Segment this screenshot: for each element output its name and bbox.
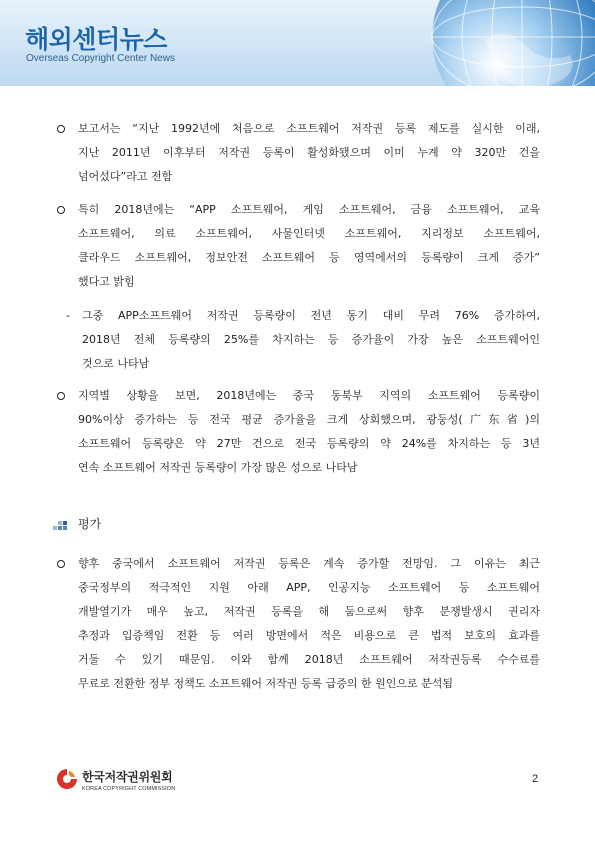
footer-org-name: 한국저작권위원회	[82, 770, 173, 784]
paragraph-line: 개발열기가 매우 높고, 저작권 등록을 해 둠으로써 향후 분쟁발생시 권리자	[78, 605, 540, 618]
paragraph-line: 그중 APP소프트웨어 저작권 등록량이 전년 동기 대비 무려 76% 증가하여,	[82, 309, 540, 322]
paragraph-line: 중국정부의 적극적인 지원 아래 APP, 인공지능 소프트웨어 등 소프트웨어	[78, 581, 540, 594]
paragraph-line: 추정과 입증책임 전환 등 여러 방면에서 적은 비용으로 큰 법적 보호의 효과를	[78, 629, 540, 642]
bullet-marker	[57, 392, 65, 400]
paragraph-line: 연속 소프트웨어 저작권 등록량이 가장 많은 성으로 나타남	[78, 461, 358, 474]
header-title: 해외센터뉴스	[25, 25, 167, 54]
paragraph-line: 것으로 나타남	[82, 357, 150, 370]
paragraph-line: 90%이상 증가하는 등 전국 평균 증가율을 크게 상회했으며, 광둥성(广东省)의	[78, 413, 540, 426]
bullet-marker	[57, 560, 65, 568]
footer-org-name-en: KOREA COPYRIGHT COMMISSION	[82, 786, 176, 792]
paragraph-line: 소프트웨어 등록량은 약 27만 건으로 전국 등록량의 약 24%를 차지하는 등 3년	[78, 437, 540, 450]
page-header	[0, 0, 595, 86]
bullet-marker	[57, 125, 65, 133]
paragraph-line: 무료로 전환한 정부 정책도 소프트웨어 저작권 등록 급증의 한 원인으로 분석됨	[78, 677, 453, 690]
paragraph-line: 넘어섰다”라고 전함	[78, 170, 173, 183]
page-number: 2	[532, 773, 539, 785]
paragraph-line: 했다고 밝힘	[78, 275, 135, 288]
paragraph-line: 특히 2018년에는 “APP 소프트웨어, 게임 소프트웨어, 금융 소프트웨어, 교육	[78, 203, 540, 216]
section-title: 평가	[78, 517, 102, 531]
paragraph-line: 지난 2011년 이후부터 저작권 등록이 활성화됐으며 이미 누계 약 320만 건을	[78, 146, 540, 159]
dash-marker: -	[66, 309, 70, 322]
paragraph-line: 보고서는 “지난 1992년에 처음으로 소프트웨어 저작권 등록 제도를 실시한 이래,	[78, 122, 540, 135]
paragraph-line: 2018년 전체 등록량의 25%를 차지하는 등 증가율이 가장 높은 소프트웨어인	[82, 333, 540, 346]
copyright-commission-logo-icon	[56, 768, 78, 790]
paragraph-line: 향후 중국에서 소프트웨어 저작권 등록은 계속 증가할 전망임. 그 이유는 최근	[78, 557, 540, 570]
globe-icon	[430, 0, 595, 86]
bullet-marker	[57, 206, 65, 214]
header-subtitle: Overseas Copyright Center News	[26, 53, 175, 64]
paragraph-line: 클라우드 소프트웨어, 정보안전 소프트웨어 등 영역에서의 등록량이 크게 증가”	[78, 251, 540, 264]
paragraph-line: 소프트웨어, 의료 소프트웨어, 사물인터넷 소프트웨어, 지리정보 소프트웨어,	[78, 227, 540, 240]
paragraph-line: 지역별 상황을 보면, 2018년에는 중국 동북부 지역의 소프트웨어 등록량이	[78, 389, 540, 402]
section-squares-icon	[53, 521, 69, 531]
paragraph-line: 거둘 수 있기 때문임. 이와 함께 2018년 소프트웨어 저작권등록 수수료를	[78, 653, 540, 666]
